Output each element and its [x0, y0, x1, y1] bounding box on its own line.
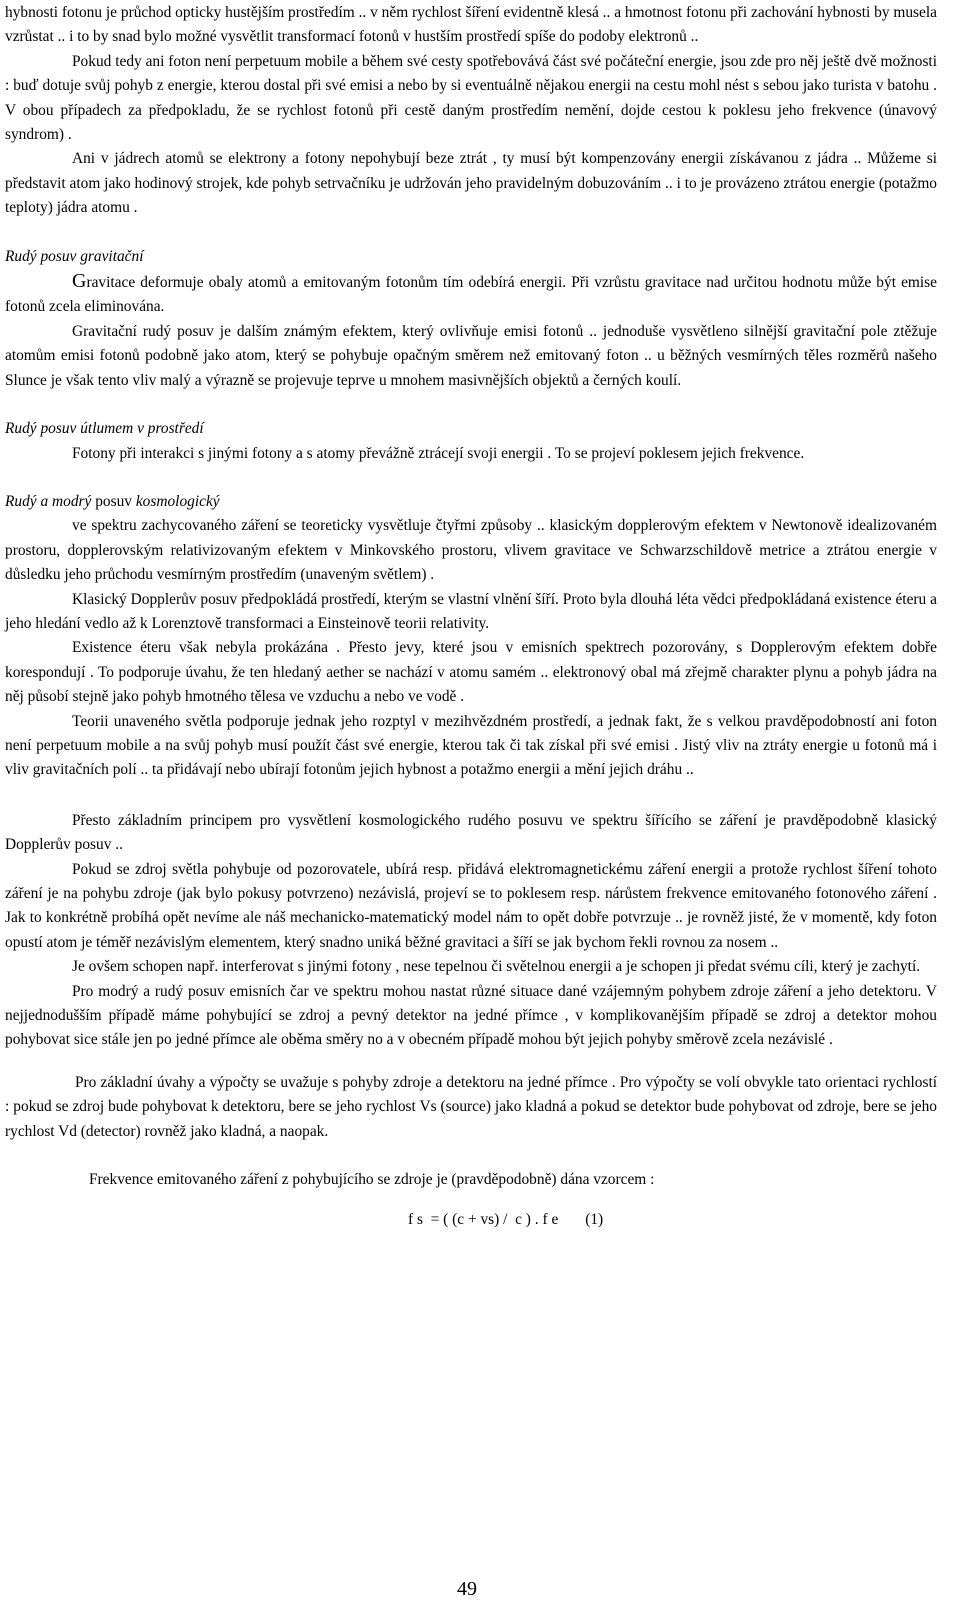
heading-gravitational-redshift: Rudý posuv gravitační — [5, 247, 144, 265]
paragraph-basic-assumption: Pro základní úvahy a výpočty se uvažuje s pohyby zdroje a detektoru na jedné přímce . Pro výpočty se volí obvykle tato orientaci rychlostí : pokud se zdroj bude pohybovat k detektoru, bere se jeho rychlost Vs (source) jako kladná a pokud se detektor bude pohybovat od zdroje, bere se jeho rychlost Vd (detector) rovněž jako kladná, a naopak. — [5, 1073, 937, 1140]
document-page — [5, 0, 937, 1605]
paragraph-doppler-4: Pro modrý a rudý posuv emisních čar ve spektru mohou nastat různé situace dané vzájemným pohybem zdroje záření a jeho detektoru. V nejjednodušším případě máme pohybující se zdroj a pevný detektor na jedné přímce , v komplikovanějším případě se zdroj a detektor mohou pohybovat sice stále jen po jedné přímce ale oběma směry no a v obecném případě mohou být jejich pohyby směrově zcela nezávislé . — [5, 982, 937, 1049]
paragraph-damping: Fotony při interakci s jinými fotony a s atomy převážně ztrácejí svoji energii . To se projeví poklesem jejich frekvence. — [72, 444, 805, 462]
formula-1: f s = ( (c + vs) / c ) . f e (1) — [408, 1211, 604, 1229]
paragraph-cosmo-4: Teorii unaveného světla podporuje jednak jeho rozptyl v mezihvězdném prostředí, a jednak fakt, že s velkou pravděpodobností ani foton není perpetuum mobile a na svůj pohyb musí použít část své energie, kterou tak či tak získal při své emisi . Jistý vliv na ztráty energie u fotonů má i vliv gravitačních polí .. ta přidávají nebo ubírají fotonům jejich hybnost a potažmo energii a mění jejich dráhu .. — [5, 712, 937, 779]
page-number: 49 — [457, 1578, 477, 1600]
paragraph-cosmo-3: Existence éteru však nebyla prokázána . Přesto jevy, které jsou v emisních spektrech pozorovány, s Dopplerovým efektem dobře korespondují . To podporuje úvahu, že ten hledaný aether se nachází v atomu samém .. elektronový obal má zřejmě charakter plynu a pohyb jádra na něj působí stejně jako pohyb hmotného tělesa ve vzduchu a nebo ve vodě . — [5, 639, 937, 706]
paragraph-doppler-1: Přesto základním principem pro vysvětlení kosmologického rudého posuvu ve spektru šířícího se záření je pravděpodobně klasický Dopplerův posuv .. — [5, 811, 937, 854]
heading-cosmo-part-3: kosmologický — [135, 492, 220, 510]
paragraph-perpetuum-mobile: Pokud tedy ani foton není perpetuum mobile a během své cesty spotřebovává část své počáteční energie, jsou zde pro něj ještě dvě možnosti : buď dotuje svůj pohyb z energie, kterou dostal při své emisi a nebo by si eventuálně nějakou energii na cestu mohl nést s sebou jako turista v batohu . V obou případech za předpokladu, že se rychlost fotonů při cestě daným prostředím nemění, dojde cestou k poklesu jeho frekvence (únavový syndrom) . — [5, 52, 937, 144]
drop-cap-g: G — [72, 270, 87, 293]
heading-cosmo-part-1: Rudý a modrý — [5, 492, 92, 510]
heading-cosmo-part-2: posuv — [95, 492, 132, 510]
paragraph-gravity-1 — [5, 269, 937, 320]
paragraph-doppler-2: Pokud se zdroj světla pohybuje od pozorovatele, ubírá resp. přidává elektromagnetickému záření energii a protože rychlost šíření tohoto záření je na pohybu zdroje (jak bylo pokusy potvrzeno) nezávislá, projeví se to poklesem resp. nárůstem frekvence emitovaného fotonového záření . Jak to konkrétně probíhá opět nevíme ale náš mechanicko-matematický model nám to opět dobře potvrzuje .. je rovněž jisté, že v momentě, kdy foton opustí atom je téměř nezávislým elementem, který snadno uniká běžné gravitaci a šíří se jak bychom řekli rovnou za nosem .. — [5, 860, 937, 951]
paragraph-cosmo-2: Klasický Dopplerův posuv předpokládá prostředí, kterým se vlastní vlnění šíří. Proto byla dlouhá léta vědci předpokládaná existence éteru a jeho hledání vedlo až k Lorenztově transformaci a Einsteinově teorii relativity. — [5, 590, 937, 632]
heading-damping-redshift: Rudý posuv útlumem v prostředí — [5, 420, 204, 438]
paragraph-gravity-1-text: ravitace deformuje obaly atomů a emitovaným fotonům tím odebírá energii. Při vzrůstu gravitace nad určitou hodnotu může být emise fotonů zcela eliminována. — [5, 274, 937, 316]
paragraph-gravity-2: Gravitační rudý posuv je dalším známým efektem, který ovlivňuje emisi fotonů .. jednoduše vysvětleno silnější gravitační pole ztěžuje atomům emisi fotonů podobně jako atom, který se pohybuje opačným směrem než emitovaný foton .. u běžných vesmírných těles rozměrů našeho Slunce je však tento vliv malý a výrazně se projevuje teprve u mnohem masivnějších objektů a černých koulí. — [5, 322, 937, 389]
formula-intro: Frekvence emitovaného záření z pohybujícího se zdroje je (pravděpodobně) dána vzorcem : — [89, 1171, 655, 1189]
paragraph-atoms: Ani v jádrech atomů se elektrony a fotony nepohybují beze ztrát , ty musí být kompenzovány energii získávanou z jádra .. Můžeme si představit atom jako hodinový strojek, kde pohyb setrvačníku je udržován jeho pravidelným dobuzováním .. i to je provázeno ztrátou energie (potažmo teploty) jádra atomu . — [5, 150, 937, 217]
intro-paragraph: hybnosti fotonu je průchod opticky hustějším prostředím .. v něm rychlost šíření evidentně klesá .. a hmotnost fotonu při zachování hybnosti by musela vzrůstat .. i to by snad bylo možné vysvětlit transformací fotonů v hustším prostředí spíše do podoby elektronů .. — [5, 4, 937, 46]
heading-cosmological-shift — [5, 490, 937, 514]
paragraph-doppler-3: Je ovšem schopen např. interferovat s jinými fotony , nese tepelnou či světelnou energii a je schopen ji předat svému cíli, který je zachytí. — [72, 958, 921, 976]
paragraph-cosmo-1: ve spektru zachycovaného záření se teoreticky vysvětluje čtyřmi způsoby .. klasickým dopplerovým efektem v Newtonově idealizovaném prostoru, dopplerovským relativizovaným efektem v Minkovského prostoru, vlivem gravitace ve Schwarzschildově metrice a ztrátou energie v důsledku jeho průchodu vesmírným prostředím (unaveným světlem) . — [5, 517, 937, 584]
